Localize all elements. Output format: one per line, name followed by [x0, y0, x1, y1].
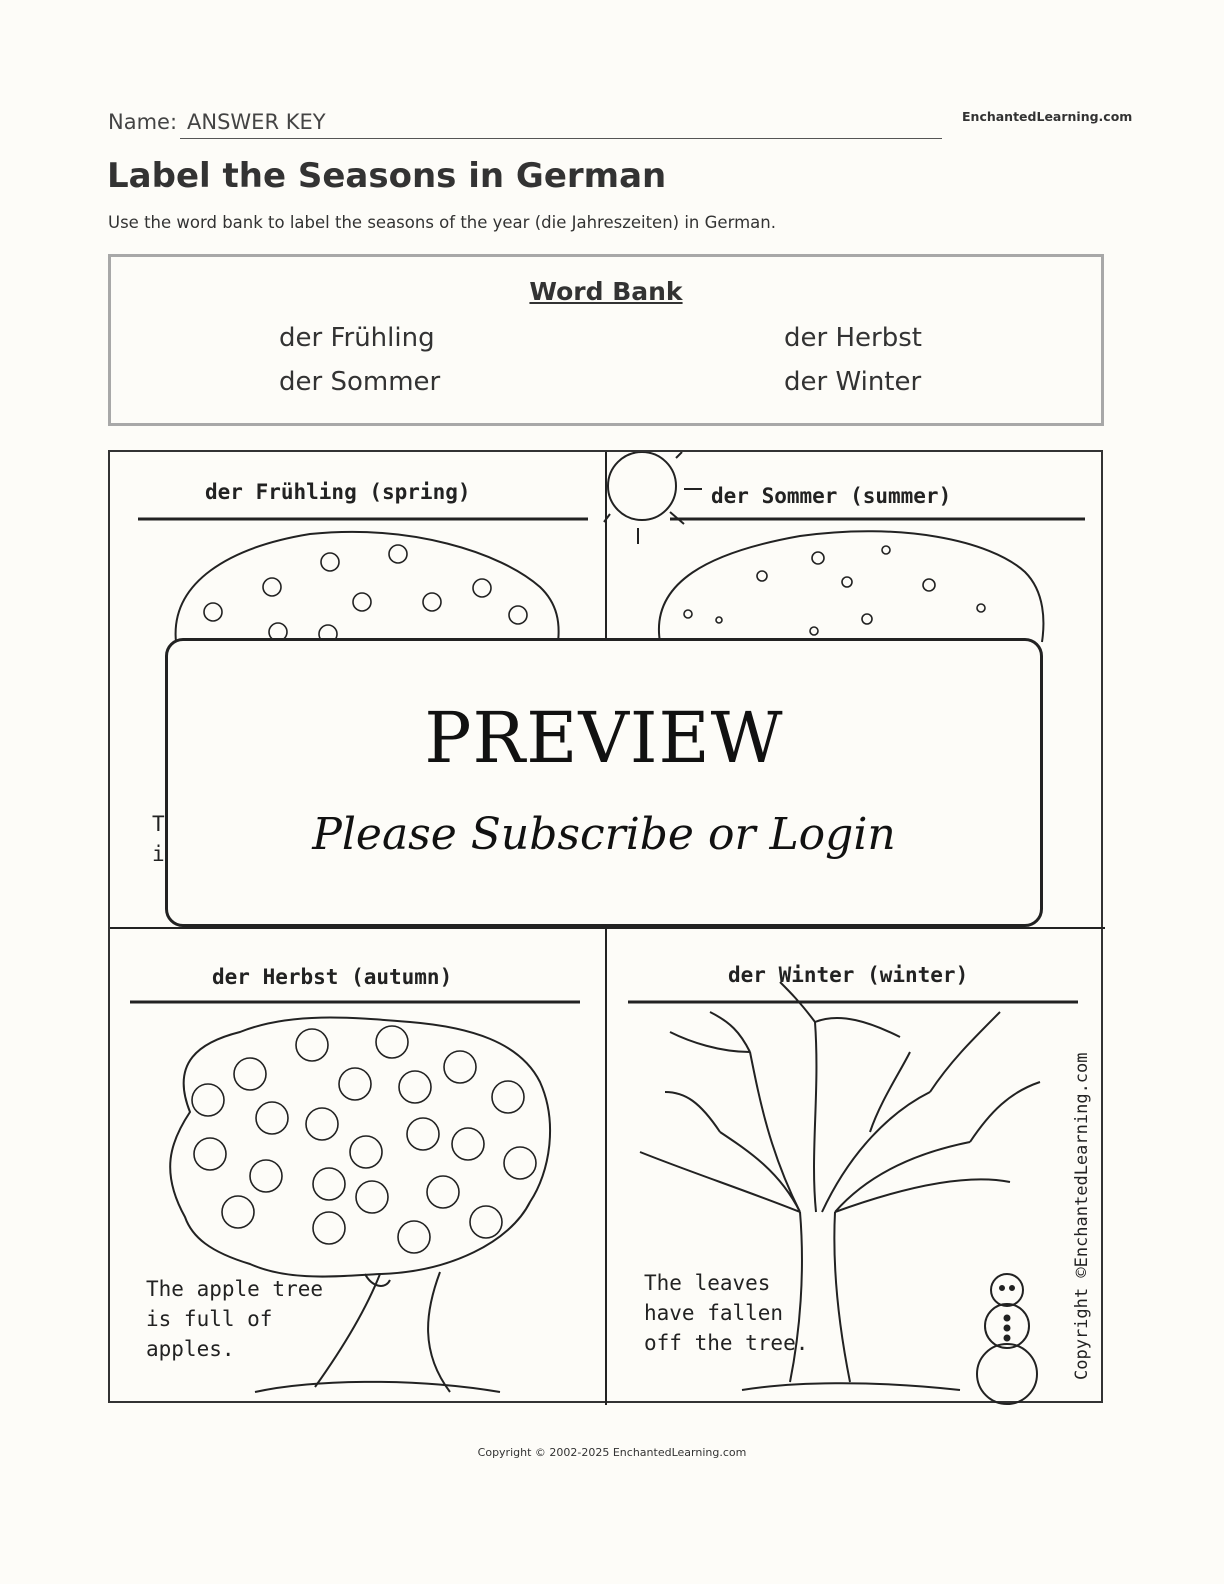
winter-text: The leaves have fallen off the tree. — [644, 1271, 809, 1355]
name-label: Name: — [108, 110, 178, 134]
spring-label: der Frühling (spring) — [205, 480, 471, 504]
autumn-label: der Herbst (autumn) — [212, 965, 453, 989]
name-value: ANSWER KEY — [187, 110, 326, 134]
page-title: Label the Seasons in German — [107, 156, 667, 196]
footer-copyright: Copyright © 2002-2025 EnchantedLearning.com — [477, 1446, 747, 1459]
word-bank — [108, 254, 1104, 426]
word-bank-word: der Winter — [784, 367, 922, 397]
site-link[interactable]: EnchantedLearning.com — [962, 109, 1133, 124]
spring-text-fragment: T i — [152, 812, 165, 866]
vertical-copyright: Copyright ©EnchantedLearning.com — [1072, 1052, 1092, 1380]
summer-label: der Sommer (summer) — [711, 484, 952, 508]
autumn-text: The apple tree is full of apples. — [146, 1277, 324, 1361]
preview-overlay[interactable] — [165, 638, 1043, 927]
name-underline — [180, 138, 942, 139]
word-bank-word: der Herbst — [784, 323, 922, 353]
word-bank-word: der Sommer — [279, 367, 441, 397]
subscribe-login-message[interactable]: Please Subscribe or Login — [312, 809, 896, 860]
word-bank-title: Word Bank — [529, 277, 683, 306]
winter-label: der Winter (winter) — [728, 963, 969, 987]
word-bank-word: der Frühling — [279, 323, 435, 353]
instructions: Use the word bank to label the seasons of the year (die Jahreszeiten) in German. — [108, 213, 776, 232]
seasons-illustration — [110, 452, 1105, 1405]
preview-title: PREVIEW — [424, 697, 784, 779]
